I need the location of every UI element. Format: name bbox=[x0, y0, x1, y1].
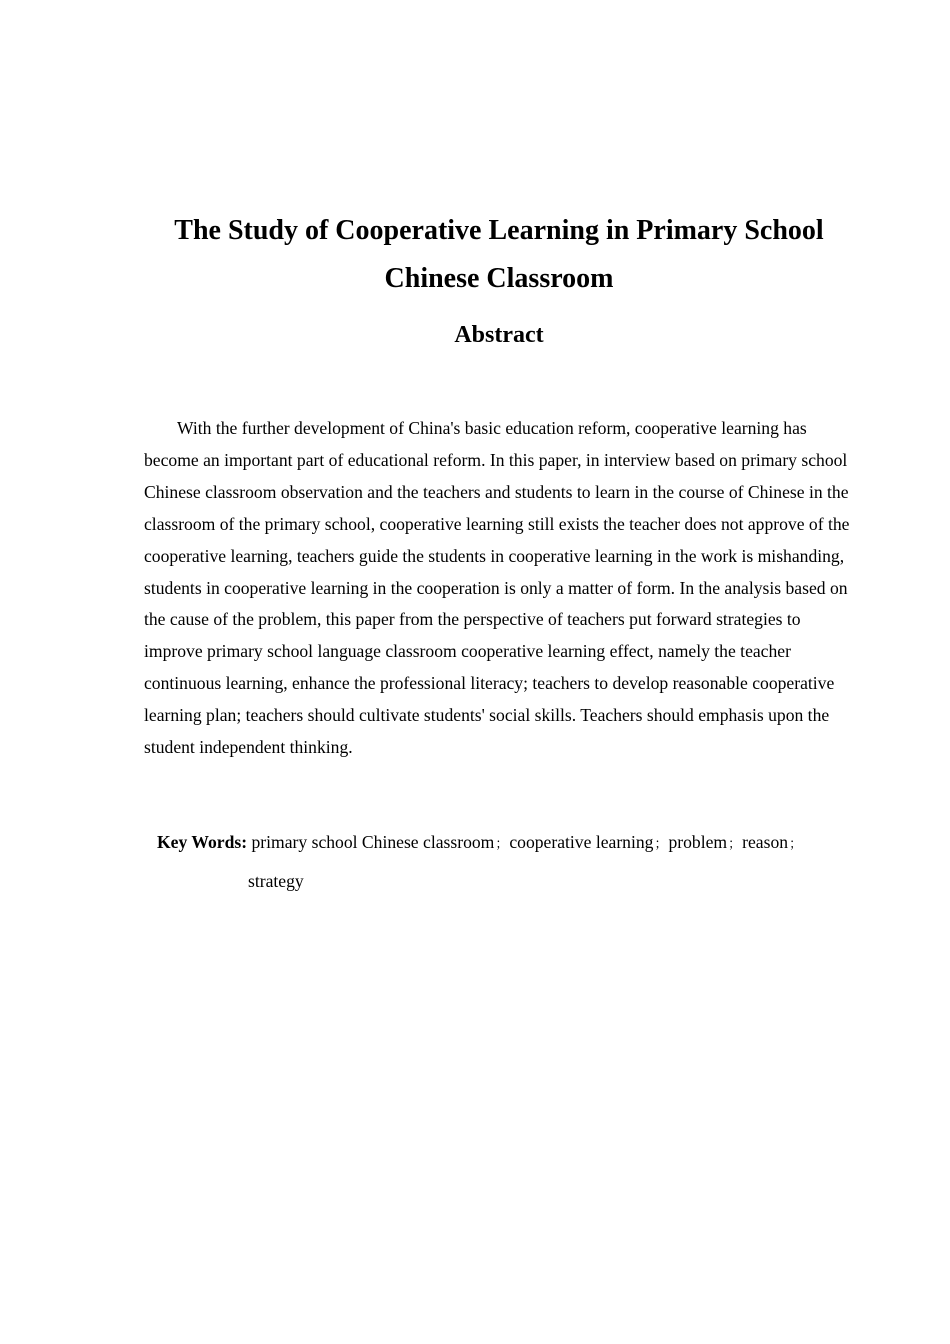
paper-title bbox=[140, 207, 858, 303]
keyword-item: primary school Chinese classroom bbox=[251, 832, 495, 852]
paper-title-line-2: Chinese Classroom bbox=[384, 263, 614, 294]
keyword-separator: ； bbox=[789, 837, 803, 852]
paper-title-line-1: The Study of Cooperative Learning in Primary School bbox=[174, 215, 824, 246]
keywords-section bbox=[157, 824, 857, 900]
abstract-heading: Abstract bbox=[454, 322, 544, 348]
abstract-body: With the further development of China's basic education reform, cooperative learning has become an important part of educational reform. In this paper, in interview based on primary school Chinese classroom observation and the teachers and students to learn in the course of Chinese in the classroom of the primary school, cooperative learning still exists the teacher does not approve of the cooperative learning, teachers guide the students in cooperative learning in the work is mishanding, students in cooperative learning in the cooperation is only a matter of form. In the analysis based on the cause of the problem, this paper from the perspective of teachers put forward strategies to improve primary school language classroom cooperative learning effect, namely the teacher continuous learning, enhance the professional literacy; teachers to develop reasonable cooperative learning plan; teachers should cultivate students' social skills. Teachers should emphasis upon the student independent thinking. bbox=[144, 418, 850, 758]
keyword-item: reason bbox=[742, 832, 789, 852]
keyword-separator: ； bbox=[654, 837, 668, 852]
keyword-separator: ； bbox=[495, 837, 509, 852]
keyword-item: cooperative learning bbox=[509, 832, 654, 852]
keywords-label: Key Words: bbox=[157, 832, 248, 852]
keyword-separator: ； bbox=[728, 837, 742, 852]
keyword-item: strategy bbox=[248, 871, 304, 891]
keyword-item: problem bbox=[668, 832, 728, 852]
